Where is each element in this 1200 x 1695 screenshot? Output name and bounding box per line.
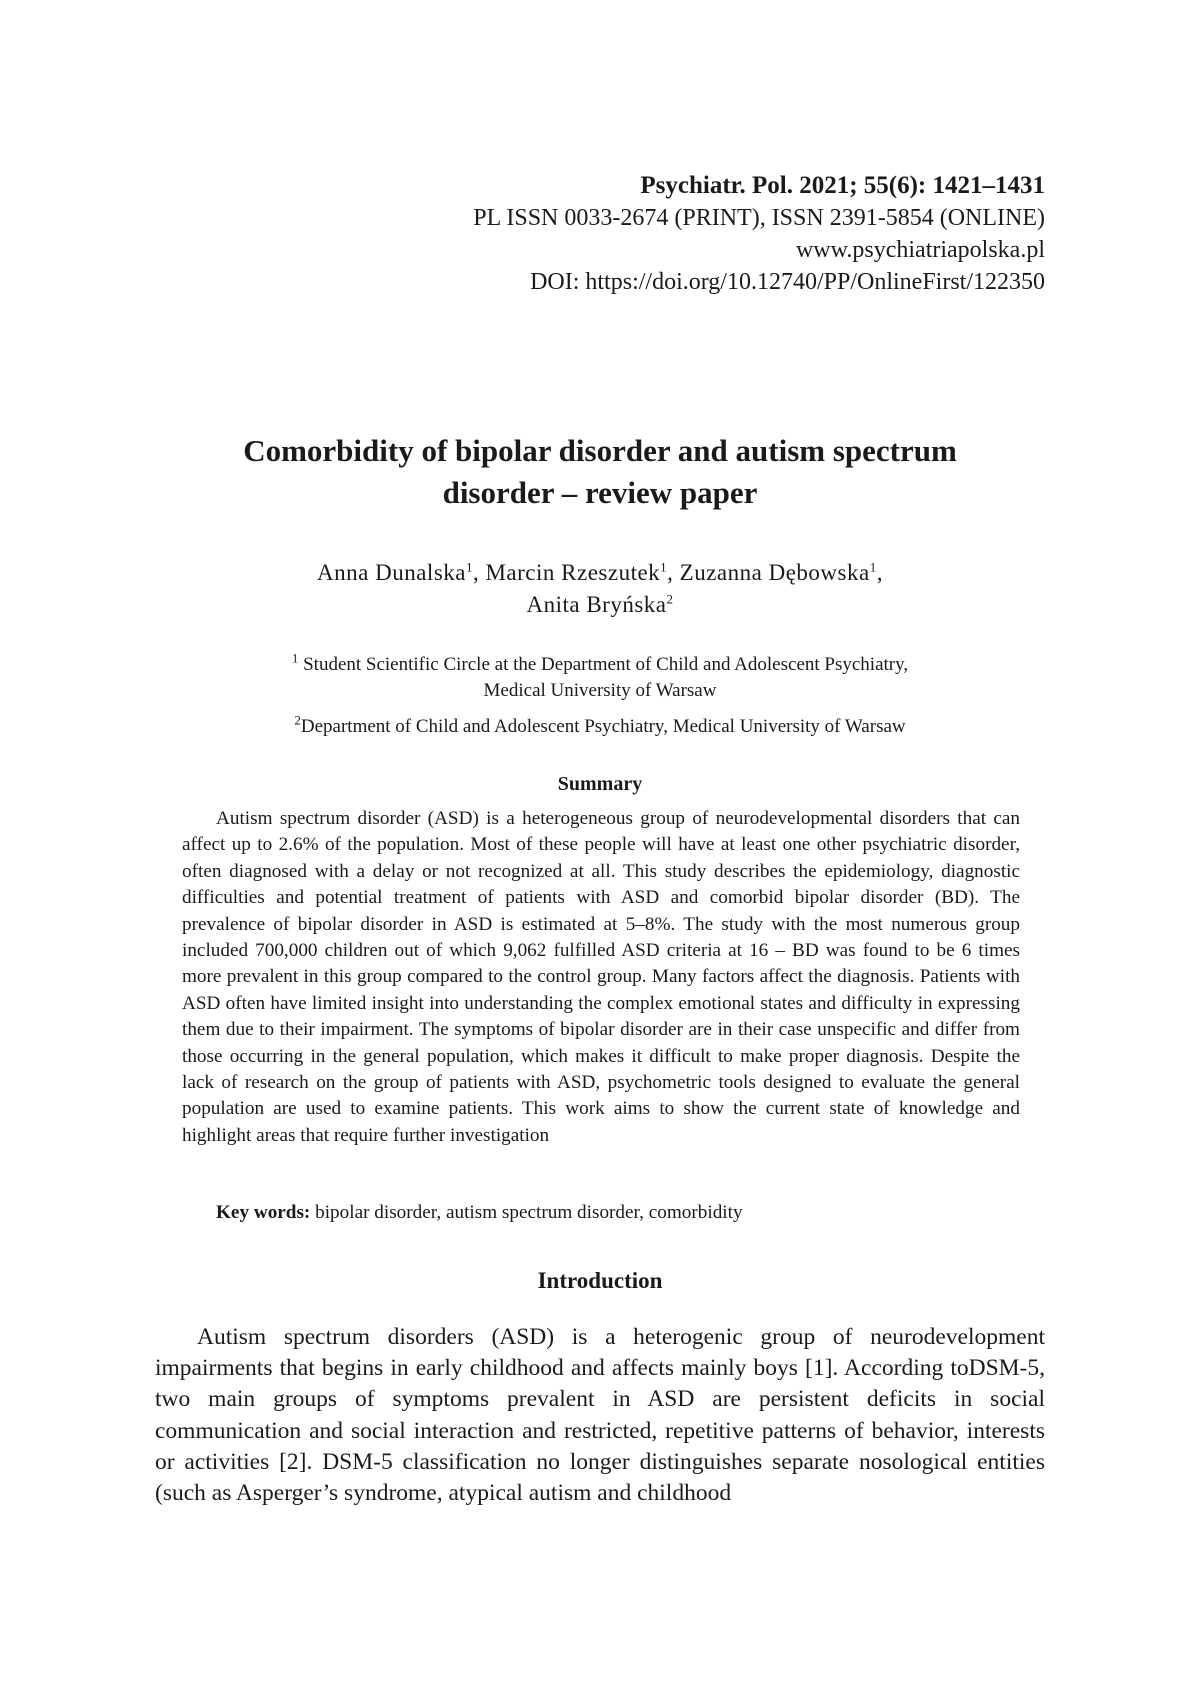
author-name: Anita Bryńska — [526, 592, 667, 617]
article-title-line-1: Comorbidity of bipolar disorder and autism spectrum — [243, 433, 957, 468]
author-separator: , — [876, 560, 883, 585]
affiliations — [180, 652, 1020, 750]
affiliation-2 — [180, 714, 1020, 740]
author-name: Zuzanna Dębowska — [679, 560, 870, 585]
article-title — [150, 430, 1050, 514]
affiliation-text: Student Scientific Circle at the Department of Child and Adolescent Psychiatry, — [303, 654, 909, 675]
affiliation-number: 2 — [294, 712, 301, 728]
author-name: Marcin Rzeszutek — [485, 560, 661, 585]
affiliation-1 — [180, 652, 1020, 704]
affiliation-number: 1 — [291, 650, 299, 666]
affiliation-text: Department of Child and Adolescent Psychiatry, Medical University of Warsaw — [300, 716, 906, 737]
issn-line: PL ISSN 0033-2674 (PRINT), ISSN 2391-5854 (ONLINE) — [473, 205, 1045, 231]
author-affiliation-marker: 2 — [666, 591, 674, 607]
journal-header — [145, 170, 1045, 298]
introduction-heading: Introduction — [537, 1268, 663, 1293]
author-list — [150, 557, 1050, 621]
article-title-line-2: disorder – review paper — [442, 475, 758, 510]
author-separator: , — [667, 560, 680, 585]
summary-body: Autism spectrum disorder (ASD) is a heterogeneous group of neurodevelopmental disorders that can affect up to 2.6% of the population. Most of these people will have at least one other psychiatric disorder, often diagnosed with a delay or not recognized at all. This study describes the epidemiology, diagnostic difficulties and potential treatment of patients with ASD and comorbid bipolar disorder (BD). The prevalence of bipolar disorder in ASD is estimated at 5–8%. The study with the most numerous group included 700,000 children out of which 9,062 fulfilled ASD criteria at 16 – BD was found to be 6 times more prevalent in this group compared to the control group. Many factors affect the diagnosis. Patients with ASD often have limited insight into understanding the complex emotional states and difficulty in expressing them due to their impairment. The symptoms of bipolar disorder are in their case unspecific and differ from those occurring in the general population, which makes it difficult to make proper diagnosis. Despite the lack of research on the group of patients with ASD, psychometric tools designed to evaluate the general population are used to examine patients. This work aims to show the current state of knowledge and highlight areas that require further investigation — [182, 808, 1020, 1146]
journal-website: www.psychiatriapolska.pl — [795, 237, 1045, 263]
author-affiliation-marker: 1 — [660, 559, 668, 575]
keywords — [216, 1200, 1020, 1226]
affiliation-text-continued: Medical University of Warsaw — [483, 680, 717, 701]
author-affiliation-marker: 1 — [869, 559, 877, 575]
introduction-body: Autism spectrum disorders (ASD) is a heterogenic group of neurodevelopment impairments that begins in early childhood and affects mainly boys [1]. According toDSM-5, two main groups of symptoms prevalent in ASD are persistent deficits in social communication and social interaction and restricted, repetitive patterns of behavior, interests or activities [2]. DSM-5 classification no longer distinguishes separate nosological entities (such as Asperger’s syndrome, atypical autism and childhood — [155, 1324, 1045, 1507]
author-separator: , — [472, 560, 486, 585]
doi-line: DOI: https://doi.org/10.12740/PP/OnlineFirst/122350 — [530, 269, 1045, 295]
keywords-label: Key words: — [216, 1202, 311, 1223]
summary-heading: Summary — [557, 773, 643, 795]
author-line-2 — [150, 589, 1050, 621]
author-affiliation-marker: 1 — [465, 559, 473, 575]
keywords-value: bipolar disorder, autism spectrum disorder, comorbidity — [310, 1202, 743, 1223]
author-name: Anna Dunalska — [317, 560, 466, 585]
journal-citation: Psychiatr. Pol. 2021; 55(6): 1421–1431 — [640, 172, 1045, 199]
author-line-1 — [150, 557, 1050, 589]
